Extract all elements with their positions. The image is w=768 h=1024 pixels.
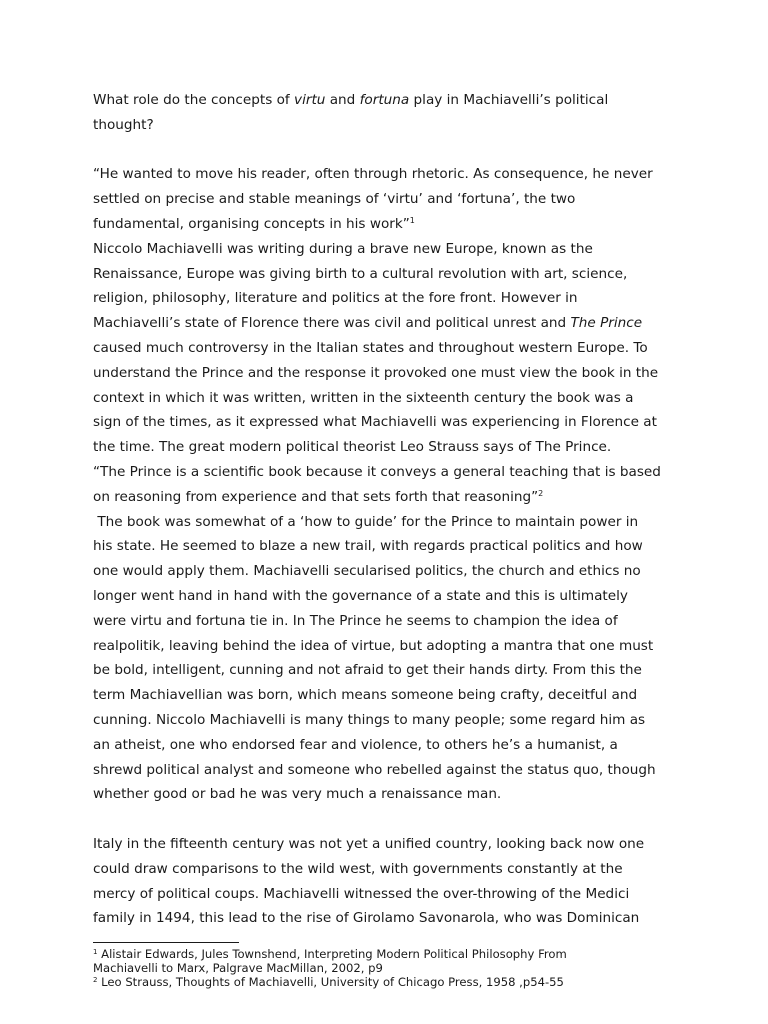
paragraph-line: religion, philosophy, literature and politics at the fore front. However in — [93, 290, 578, 307]
question-virtu-italic: virtu — [294, 92, 326, 108]
paragraph-line: his state. He seemed to blaze a new trail, with regards practical politics and how — [93, 538, 643, 555]
quote-line — [93, 212, 693, 237]
paragraph-line: the time. The great modern political theorist Leo Strauss says of The Prince. — [93, 439, 612, 456]
paragraph-line: be bold, intelligent, cunning and not afraid to get their hands dirty. From this the — [93, 662, 642, 679]
paragraph-line: whether good or bad he was very much a renaissance man. — [93, 786, 502, 803]
quote-line: settled on precise and stable meanings of ‘virtu’ and ‘fortuna’, the two — [93, 191, 576, 208]
paragraph-line — [93, 311, 693, 336]
paragraph-line: one would apply them. Machiavelli secularised politics, the church and ethics no — [93, 563, 641, 580]
paragraph-line: term Machiavellian was born, which means someone being crafty, deceitful and — [93, 687, 638, 704]
footnote-text: Leo Strauss, Thoughts of Machiavelli, University of Chicago Press, 1958 ,p54-55 — [97, 975, 564, 990]
paragraph-line: cunning. Niccolo Machiavelli is many things to many people; some regard him as — [93, 711, 646, 728]
paragraph-line: Italy in the fifteenth century was not yet a unified country, looking back now one — [93, 835, 645, 852]
footnote-2 — [93, 975, 693, 989]
paragraph-line: Renaissance, Europe was giving birth to a cultural revolution with art, science, — [93, 265, 628, 282]
question-text: What role do the concepts of — [93, 92, 295, 108]
paragraph-line: caused much controversy in the Italian states and throughout western Europe. To — [93, 339, 648, 356]
paragraph-line: context in which it was written, written in the sixteenth century the book was a — [93, 389, 634, 406]
paragraph-line: an atheist, one who endorsed fear and violence, to others he’s a humanist, a — [93, 736, 618, 753]
footnote-mark-1: 1 — [93, 948, 98, 956]
footnote-reference-1[interactable]: 1 — [409, 215, 415, 225]
paragraph-line: realpolitik, leaving behind the idea of virtue, but adopting a mantra that one must — [93, 637, 654, 654]
footnote-separator — [93, 942, 239, 943]
book-title-italic: The Prince — [570, 315, 643, 332]
paragraph-text: Machiavelli’s state of Florence there was civil and political unrest and — [93, 315, 571, 332]
paragraph-italy — [93, 832, 693, 931]
quote-line — [93, 485, 693, 510]
paragraph-line: were virtu and fortuna tie in. In The Prince he seems to champion the idea of — [93, 612, 618, 629]
paragraph-line: mercy of political coups. Machiavelli witnessed the over-throwing of the Medici — [93, 885, 630, 902]
footnote-1 — [93, 947, 693, 961]
footnote-reference-2[interactable]: 2 — [538, 488, 544, 498]
quote-line: “He wanted to move his reader, often through rhetoric. As consequence, he never — [93, 166, 653, 183]
paragraph-line: could draw comparisons to the wild west, with governments constantly at the — [93, 860, 623, 877]
question-fortuna-italic: fortuna — [359, 92, 410, 108]
footnote-text: Alistair Edwards, Jules Townshend, Interpreting Modern Political Philosophy From — [97, 947, 567, 961]
footnote-mark-2: 2 — [93, 976, 98, 985]
paragraph-gap — [93, 807, 693, 832]
paragraph-gap — [93, 138, 693, 163]
paragraph-line: sign of the times, as it expressed what Machiavelli was experiencing in Florence at — [93, 414, 657, 431]
question-text: play in Machiavelli’s political — [409, 92, 609, 108]
strauss-quote — [93, 460, 693, 510]
paragraph-line: Niccolo Machiavelli was writing during a brave new Europe, known as the — [93, 240, 593, 257]
question-text: and — [325, 92, 360, 108]
paragraph-line: family in 1494, this lead to the rise of Girolamo Savonarola, who was Dominican — [93, 910, 640, 927]
footnote-1-continued: Machiavelli to Marx, Palgrave MacMillan, 2002, p9 — [93, 961, 383, 976]
quote-text: on reasoning from experience and that sets forth that reasoning” — [93, 488, 539, 505]
document-page — [93, 88, 693, 931]
essay-question-line-1 — [93, 88, 693, 113]
opening-quote — [93, 162, 693, 236]
paragraph-line: longer went hand in hand with the governance of a state and this is ultimately — [93, 587, 628, 604]
quote-text: fundamental, organising concepts in his work” — [93, 215, 410, 232]
paragraph-how-to-guide — [93, 510, 693, 808]
essay-question — [93, 88, 693, 138]
paragraph-line: The book was somewhat of a ‘how to guide’ for the Prince to maintain power in — [93, 513, 639, 530]
paragraph-line: understand the Prince and the response it provoked one must view the book in the — [93, 364, 659, 381]
paragraph-renaissance — [93, 237, 693, 460]
quote-line: “The Prince is a scientific book because it conveys a general teaching that is based — [93, 463, 661, 480]
essay-question-line-2: thought? — [93, 116, 154, 133]
footnotes — [93, 942, 693, 990]
paragraph-line: shrewd political analyst and someone who rebelled against the status quo, though — [93, 761, 656, 778]
